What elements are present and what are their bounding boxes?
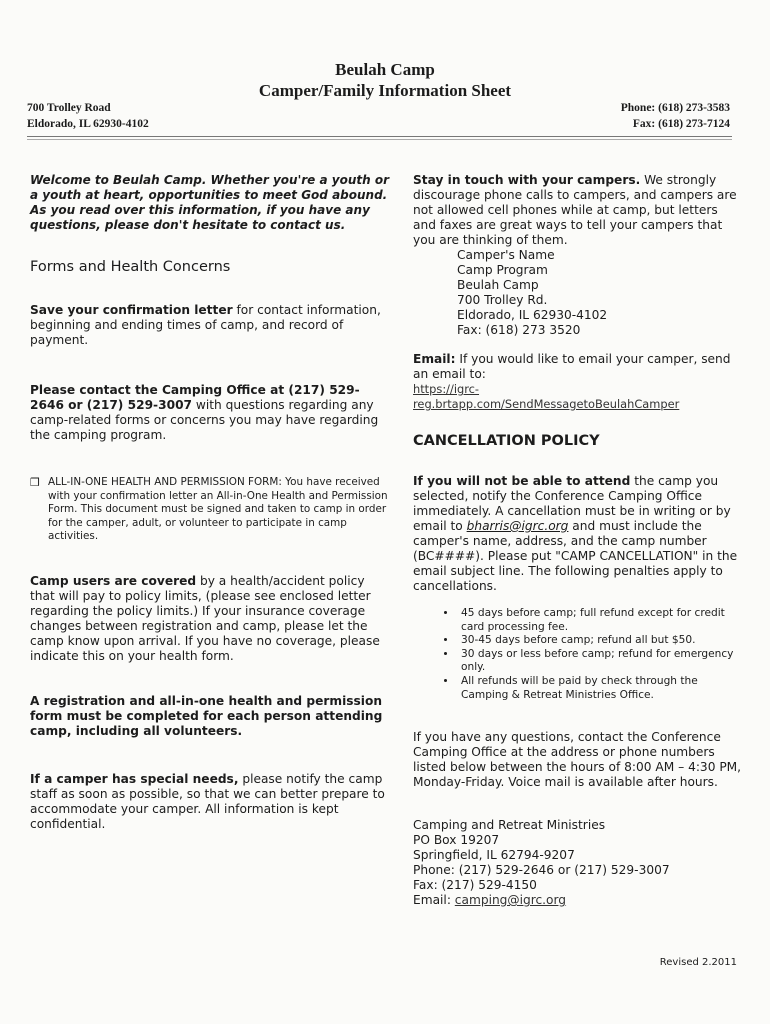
health-form-description: : You have received with your confirmation letter an All-in-One Health and Permission Form. This document must be signed and taken to camp in order for the camper, adult, or volunteer to participate in camp activities. — [48, 476, 388, 542]
registration-bold: A registration and all-in-one health and permission form must be completed for each person attending camp, including all volunteers. — [30, 693, 383, 738]
camp-phone: Phone: (618) 273-3583 — [620, 102, 730, 114]
email-bold: Email: — [413, 352, 456, 366]
mailing-address — [413, 248, 743, 338]
health-form-item — [30, 476, 392, 544]
special-needs-paragraph — [30, 772, 392, 832]
cancellation-text: the camp you selected, notify the Conference Camping Office immediately. A cancellation must be in writing or by email to — [413, 474, 731, 533]
coverage-bold: Camp users are covered — [30, 573, 197, 588]
contact-bold: Please contact the Camping Office at (217) 529-2646 or (217) 529-3007 — [30, 383, 360, 412]
penalty-list — [413, 607, 743, 702]
revised-date: Revised 2.2011 — [659, 957, 737, 968]
penalty-item: • All refunds will be paid by check through the Camping & Retreat Ministries Office. — [457, 675, 743, 702]
penalty-item: • 30-45 days before camp; refund all but $50. — [457, 634, 743, 648]
ministry-city: Springfield, IL 62794-9207 — [413, 848, 575, 863]
mailing-line: Camp Program — [457, 263, 548, 277]
stay-in-touch-paragraph — [413, 173, 743, 248]
ministry-phone: Phone: (217) 529-2646 or (217) 529-3007 — [413, 863, 670, 878]
coverage-text: by a health/accident policy that will pay to policy limits, (please see enclosed letter regarding the policy limits.) If your insurance coverage changes between registration and camp, please let the camp know upon arrival. If you have no coverage, please indicate this on your health form. — [30, 573, 380, 663]
camp-title: Beulah Camp — [335, 60, 435, 79]
address-line-1: 700 Trolley Road — [27, 102, 111, 114]
ministry-name: Camping and Retreat Ministries — [413, 818, 606, 833]
cancellation-text-2: and must include the camper's name, address, and the camp number (BC####). Please put "CAMP CANCELLATION" in the email subject line. The following penalties apply to cancellations. — [413, 519, 738, 593]
health-form-text — [48, 476, 392, 544]
questions-paragraph: If you have any questions, contact the Conference Camping Office at the address or phone numbers listed below between the hours of 8:00 AM – 4:30 PM, Monday-Friday. Voice mail is available after hours. — [413, 730, 742, 790]
health-form-bold: ALL-IN-ONE HEALTH AND PERMISSION FORM — [48, 476, 279, 488]
email-text: If you would like to email your camper, send an email to: — [413, 352, 731, 381]
penalty-item: • 45 days before camp; full refund except for credit card processing fee. — [457, 607, 743, 634]
mailing-line: 700 Trolley Rd. — [457, 293, 548, 307]
address-line-2: Eldorado, IL 62930-4102 — [27, 118, 149, 130]
cancellation-paragraph — [413, 474, 743, 594]
checkbox-icon: ❒ — [30, 476, 40, 489]
cancellation-bold: If you will not be able to attend — [413, 474, 631, 488]
stay-in-touch-text: We strongly discourage phone calls to campers, and campers are not allowed cell phones while at camp, but letters and faxes are great ways to tell your campers that you are thinking of them. — [413, 173, 737, 247]
welcome-text: Welcome to Beulah Camp. Whether you're a youth or a youth at heart, opportunities to meet God abound. As you read over this information, if you have any questions, please don't hesitate to contact us. — [30, 173, 390, 232]
send-message-link[interactable]: https://igrc-reg.brtapp.com/SendMessagetoBeulahCamper — [413, 382, 680, 411]
right-column — [413, 173, 743, 908]
ministry-email-link[interactable]: camping@igrc.org — [454, 893, 567, 908]
cancellation-email-link[interactable]: bharris@igrc.org — [466, 519, 569, 533]
mailing-line: Camper's Name — [457, 248, 555, 262]
registration-paragraph — [30, 694, 392, 739]
mailing-line: Fax: (618) 273 3520 — [457, 323, 581, 337]
left-column — [30, 173, 392, 832]
camp-contact — [621, 100, 730, 132]
ministry-email-label: Email: — [413, 893, 455, 908]
email-paragraph — [413, 352, 743, 382]
special-needs-text: please notify the camp staff as soon as possible, so that we can better prepare to accommodate your camper. All information is kept confidential. — [30, 771, 385, 831]
mailing-line: Beulah Camp — [457, 278, 539, 292]
ministry-fax: Fax: (217) 529-4150 — [413, 878, 537, 893]
ministry-email-line — [413, 893, 743, 908]
camp-fax: Fax: (618) 273-7124 — [632, 118, 730, 130]
ministry-contact — [413, 818, 743, 908]
header-rule-2 — [27, 139, 732, 140]
sheet-subtitle: Camper/Family Information Sheet — [258, 81, 512, 100]
header-rule — [27, 136, 732, 137]
contact-paragraph — [30, 383, 392, 443]
contact-text: with questions regarding any camp-related forms or concerns you may have regarding the camping program. — [30, 398, 379, 442]
confirmation-text: for contact information, beginning and ending times of camp, and record of payment. — [30, 303, 381, 347]
mailing-line: Eldorado, IL 62930-4102 — [457, 308, 608, 322]
special-needs-bold: If a camper has special needs, — [30, 771, 239, 786]
email-link-line — [413, 382, 743, 412]
cancellation-heading: CANCELLATION POLICY — [413, 433, 600, 449]
penalty-item: • 30 days or less before camp; refund for emergency only. — [457, 648, 743, 675]
coverage-paragraph — [30, 574, 392, 664]
confirmation-paragraph — [30, 303, 392, 348]
camp-address — [27, 100, 149, 132]
confirmation-bold: Save your confirmation letter — [30, 303, 233, 317]
ministry-po-box: PO Box 19207 — [413, 833, 500, 848]
forms-heading: Forms and Health Concerns — [30, 259, 231, 275]
stay-in-touch-bold: Stay in touch with your campers. — [413, 173, 641, 187]
